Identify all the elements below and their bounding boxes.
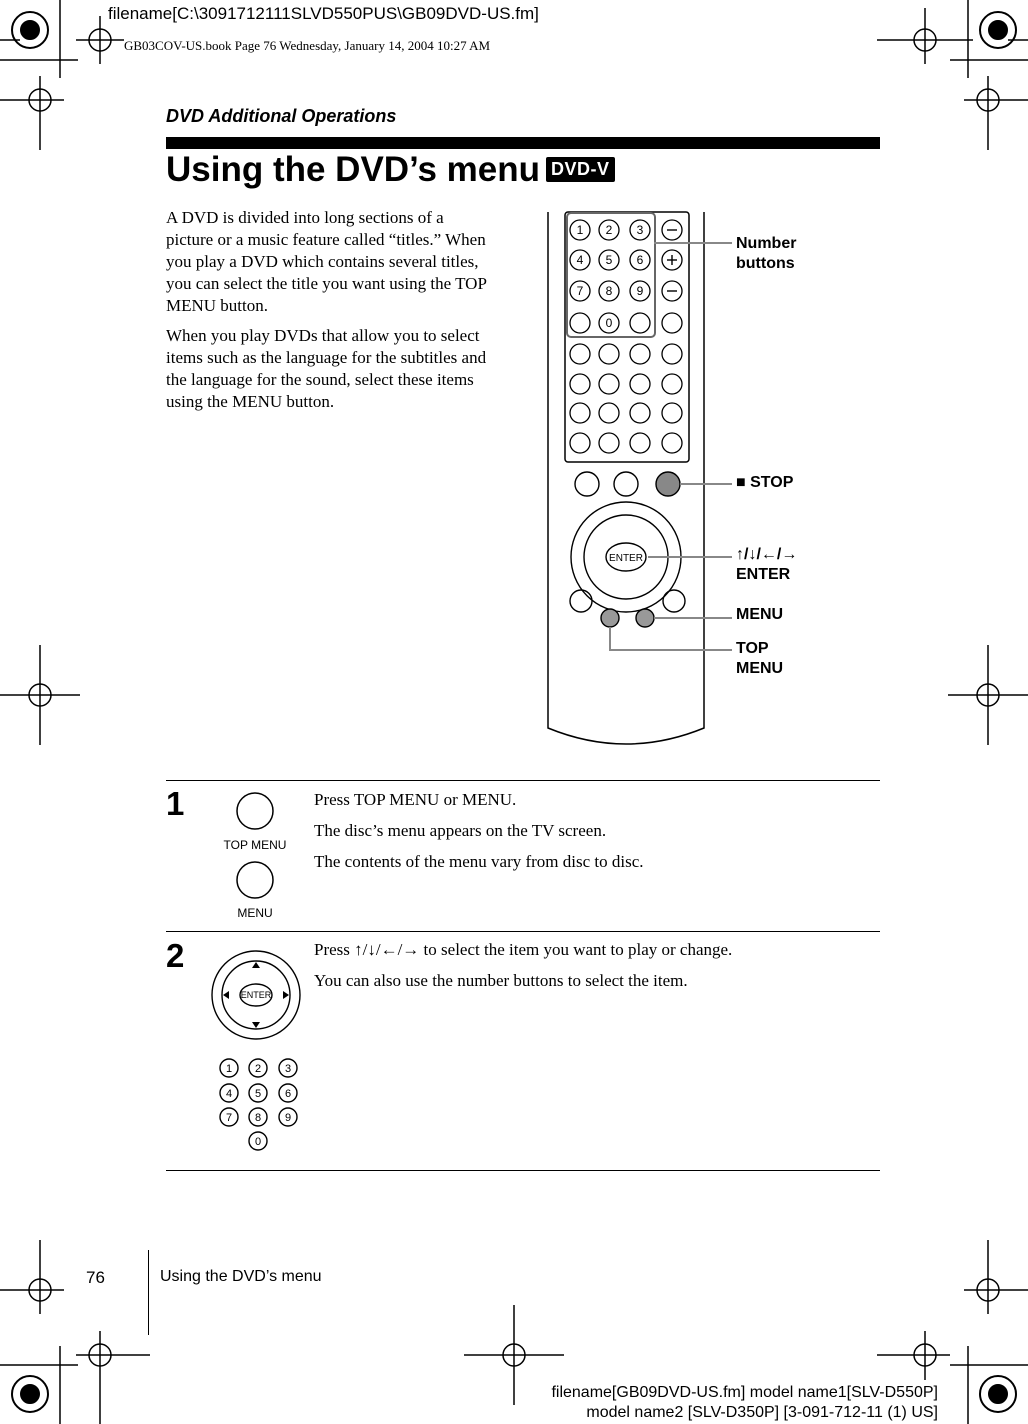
- intro-paragraph-2: When you play DVDs that allow you to select items such as the language for the subtitles and the language for the sound, select these items using the MENU button.: [166, 326, 487, 411]
- step-2-key-5: 5: [254, 1088, 262, 1100]
- step-2-key-1: 1: [225, 1063, 233, 1075]
- remote-key-label-6: 6: [636, 253, 644, 267]
- footer-file-info: [508, 1383, 938, 1423]
- remote-key-label-2: 2: [605, 223, 613, 237]
- step-1-line-1: Press TOP MENU or MENU.: [314, 790, 517, 809]
- callout-top-menu-line1: TOP: [736, 640, 769, 657]
- remote-key-label-9: 9: [636, 284, 644, 298]
- step-2-key-9: 9: [284, 1112, 292, 1124]
- book-info-line: GB03COV-US.book Page 76 Wednesday, January 14, 2004 10:27 AM: [124, 38, 491, 53]
- step-2-key-7: 7: [225, 1112, 233, 1124]
- footer-running-title: Using the DVD’s menu: [160, 1268, 322, 1285]
- print-filename-header: filename[C:\3091712111SLVD550PUS\GB09DVD-US.fm]: [108, 4, 539, 23]
- step-1-number: 1: [166, 785, 185, 822]
- remote-key-label-8: 8: [605, 284, 613, 298]
- remote-key-label-5: 5: [605, 253, 613, 267]
- step-1-line-2: The disc’s menu appears on the TV screen.: [314, 821, 607, 840]
- step-2-key-4: 4: [225, 1088, 233, 1100]
- page-number: 76: [86, 1268, 105, 1287]
- step-1-menu-label: MENU: [237, 906, 273, 920]
- remote-key-label-1: 1: [576, 223, 584, 237]
- step-2-key-8: 8: [254, 1112, 262, 1124]
- remote-key-label-3: 3: [636, 223, 644, 237]
- step-1-top-menu-label: TOP MENU: [223, 838, 287, 852]
- callout-number-buttons-line1: Number: [736, 235, 797, 252]
- callout-arrows: ↑/↓/←/→: [736, 546, 798, 563]
- page-title-text: Using the DVD’s menu: [166, 150, 541, 189]
- intro-paragraph-1: A DVD is divided into long sections of a picture or a music feature called “titles.” When you play a DVD which contains several titles, you can select the title you want using the TOP MENU button.: [166, 208, 487, 315]
- callout-enter: ENTER: [736, 566, 791, 583]
- step-2-number: 2: [166, 937, 185, 974]
- footer-divider: [148, 1250, 149, 1335]
- callout-menu: MENU: [736, 606, 784, 623]
- footer-file-line-1: filename[GB09DVD-US.fm] model name1[SLV-D550P]: [551, 1384, 938, 1401]
- step-2-enter-label: ENTER: [240, 990, 272, 1000]
- step-2-key-0: 0: [254, 1136, 262, 1148]
- step-1-line-3: The contents of the menu vary from disc to disc.: [314, 852, 644, 871]
- section-title: DVD Additional Operations: [166, 106, 397, 126]
- remote-enter-label: ENTER: [609, 553, 643, 564]
- footer-file-line-2: model name2 [SLV-D350P] [3-091-712-11 (1) US]: [586, 1404, 938, 1421]
- step-2-line-1: Press ↑/↓/←/→ to select the item you want to play or change.: [314, 940, 733, 959]
- remote-key-label-4: 4: [576, 253, 584, 267]
- remote-key-label-0: 0: [605, 316, 613, 330]
- step-2-line-2: You can also use the number buttons to select the item.: [314, 971, 688, 990]
- step-2-key-2: 2: [254, 1063, 262, 1075]
- step-2-key-3: 3: [284, 1063, 292, 1075]
- callout-top-menu-line2: MENU: [736, 660, 784, 677]
- callout-number-buttons-line2: buttons: [736, 255, 795, 272]
- dvd-v-badge: DVD-V: [546, 157, 615, 182]
- remote-key-label-7: 7: [576, 284, 584, 298]
- steps-bottom-rule: [166, 1170, 880, 1171]
- step-2-text: [314, 940, 874, 1002]
- step-2-key-6: 6: [284, 1088, 292, 1100]
- callout-stop: ■ STOP: [736, 474, 794, 491]
